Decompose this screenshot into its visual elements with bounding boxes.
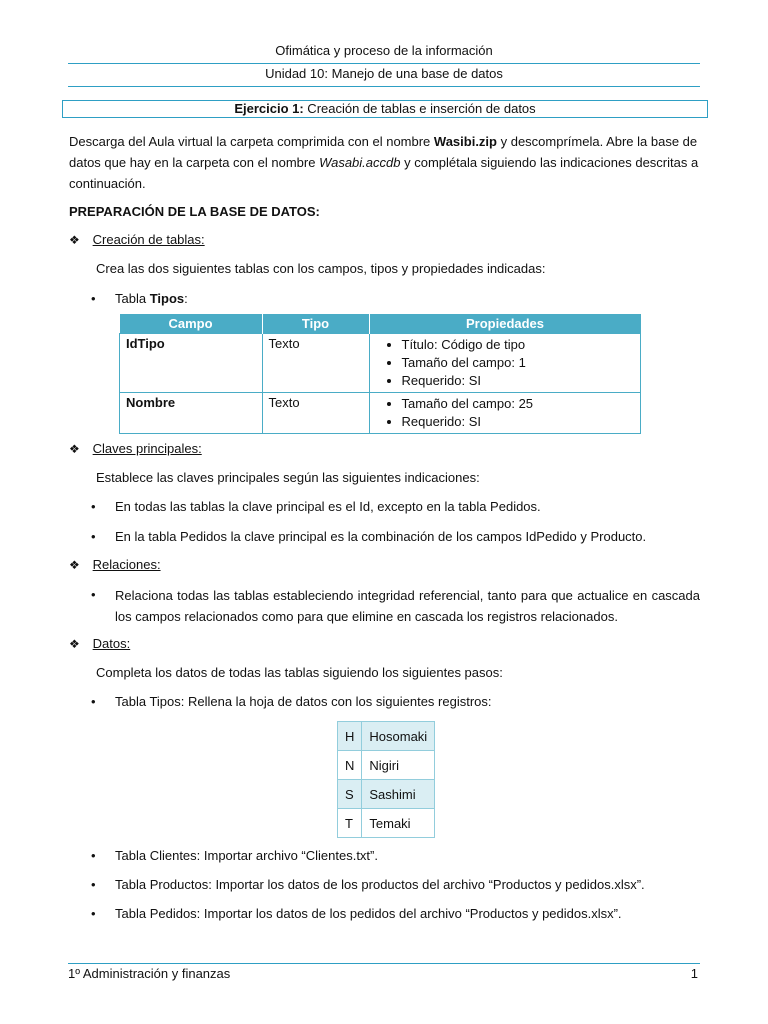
record-id: H bbox=[338, 722, 362, 751]
diamond-bullet-icon: ❖ bbox=[69, 558, 80, 572]
footer-rule bbox=[68, 963, 700, 964]
header-propiedades: Propiedades bbox=[369, 314, 641, 334]
cell-campo: IdTipo bbox=[120, 334, 263, 393]
cell-campo: Nombre bbox=[120, 393, 263, 434]
intro-paragraph bbox=[69, 131, 701, 194]
zip-filename: Wasibi.zip bbox=[433, 134, 497, 149]
cell-tipo: Texto bbox=[262, 334, 369, 393]
tabla-name: Tipos bbox=[149, 291, 185, 306]
section-claves bbox=[69, 441, 202, 456]
list-item: Tabla Productos: Importar los datos de los productos del archivo “Productos y pedidos.xlsx”. bbox=[115, 877, 645, 892]
table-header-row bbox=[120, 314, 641, 334]
list-item: • Requerido: SI bbox=[402, 413, 635, 431]
list-item: En la tabla Pedidos la clave principal es la combinación de los campos IdPedido y Producto. bbox=[115, 529, 647, 544]
tabla-tipos-label bbox=[115, 291, 188, 306]
record-id: T bbox=[338, 809, 362, 838]
section-claves-title: Claves principales: bbox=[92, 441, 202, 456]
diamond-bullet-icon: ❖ bbox=[69, 442, 80, 456]
cell-propiedades bbox=[369, 393, 641, 434]
diamond-bullet-icon: ❖ bbox=[69, 637, 80, 651]
record-name: Hosomaki bbox=[362, 722, 435, 751]
record-name: Sashimi bbox=[362, 780, 435, 809]
section-datos-text: Completa los datos de todas las tablas siguiendo los siguientes pasos: bbox=[96, 665, 503, 680]
record-id: S bbox=[338, 780, 362, 809]
list-item: • Tamaño del campo: 25 bbox=[402, 395, 635, 413]
exercise-title-box bbox=[62, 100, 708, 118]
bullet-icon: • bbox=[91, 587, 96, 602]
header-rule bbox=[68, 63, 700, 64]
intro-text-3: y complétala siguiendo las indicaciones descritas a continuación. bbox=[69, 155, 699, 191]
section-creacion bbox=[69, 232, 205, 247]
diamond-bullet-icon: ❖ bbox=[69, 233, 80, 247]
prep-heading: PREPARACIÓN DE LA BASE DE DATOS: bbox=[69, 204, 320, 219]
page-number: 1 bbox=[690, 966, 698, 981]
header-subtitle: Unidad 10: Manejo de una base de datos bbox=[265, 66, 503, 81]
section-relaciones bbox=[69, 557, 161, 572]
header-title: Ofimática y proceso de la información bbox=[275, 43, 493, 58]
record-id: N bbox=[338, 751, 362, 780]
header-rule-2 bbox=[68, 86, 700, 87]
cell-propiedades bbox=[369, 334, 641, 393]
list-item: • Requerido: SI bbox=[402, 372, 635, 390]
list-item: • Título: Código de tipo bbox=[402, 336, 635, 354]
db-filename: Wasabi.accdb bbox=[319, 155, 401, 170]
section-relaciones-title: Relaciones: bbox=[92, 557, 161, 572]
bullet-icon: • bbox=[91, 529, 96, 544]
list-item: • Tamaño del campo: 1 bbox=[402, 354, 635, 372]
footer bbox=[68, 966, 700, 981]
footer-course: 1º Administración y finanzas bbox=[68, 966, 231, 981]
list-item: Tabla Pedidos: Importar los datos de los pedidos del archivo “Productos y pedidos.xlsx”. bbox=[115, 906, 622, 921]
bullet-icon: • bbox=[91, 906, 96, 921]
list-item: Tabla Tipos: Rellena la hoja de datos con los siguientes registros: bbox=[115, 694, 492, 709]
bullet-icon: • bbox=[91, 848, 96, 863]
bullet-icon: • bbox=[91, 291, 96, 306]
bullet-icon: • bbox=[91, 877, 96, 892]
bullet-icon: • bbox=[91, 499, 96, 514]
section-claves-text: Establece las claves principales según las siguientes indicaciones: bbox=[96, 470, 480, 485]
table-row bbox=[120, 393, 641, 434]
record-name: Temaki bbox=[362, 809, 435, 838]
exercise-label: Ejercicio 1: bbox=[234, 101, 304, 116]
record-name: Nigiri bbox=[362, 751, 435, 780]
table-row bbox=[120, 334, 641, 393]
section-datos-title: Datos: bbox=[92, 636, 131, 651]
bullet-icon: • bbox=[91, 694, 96, 709]
exercise-title: Creación de tablas e inserción de datos bbox=[303, 101, 536, 116]
table-row bbox=[338, 780, 435, 809]
table-row bbox=[338, 809, 435, 838]
header-campo: Campo bbox=[120, 314, 263, 334]
header-tipo: Tipo bbox=[262, 314, 369, 334]
tabla-suffix: : bbox=[184, 291, 188, 306]
intro-text-2: y descomprímela. Abre la base de datos que hay en la carpeta con el nombre bbox=[69, 134, 698, 170]
table-row bbox=[338, 751, 435, 780]
list-item: En todas las tablas la clave principal es el Id, excepto en la tabla Pedidos. bbox=[115, 499, 541, 514]
table-row bbox=[338, 722, 435, 751]
tipos-table bbox=[119, 314, 641, 434]
section-creacion-text: Crea las dos siguientes tablas con los campos, tipos y propiedades indicadas: bbox=[96, 261, 546, 276]
section-datos bbox=[69, 636, 130, 651]
section-creacion-title: Creación de tablas: bbox=[92, 232, 205, 247]
list-item: Tabla Clientes: Importar archivo “Clientes.txt”. bbox=[115, 848, 378, 863]
cell-tipo: Texto bbox=[262, 393, 369, 434]
tipos-records-table bbox=[337, 721, 435, 838]
intro-text-1: Descarga del Aula virtual la carpeta comprimida con el nombre bbox=[69, 134, 434, 149]
tabla-prefix: Tabla bbox=[115, 291, 150, 306]
list-item: Relaciona todas las tablas estableciendo integridad referencial, tanto para que actualice en cascada los campos relacionados como para que elimine en cascada los registros relacionados. bbox=[115, 588, 700, 624]
